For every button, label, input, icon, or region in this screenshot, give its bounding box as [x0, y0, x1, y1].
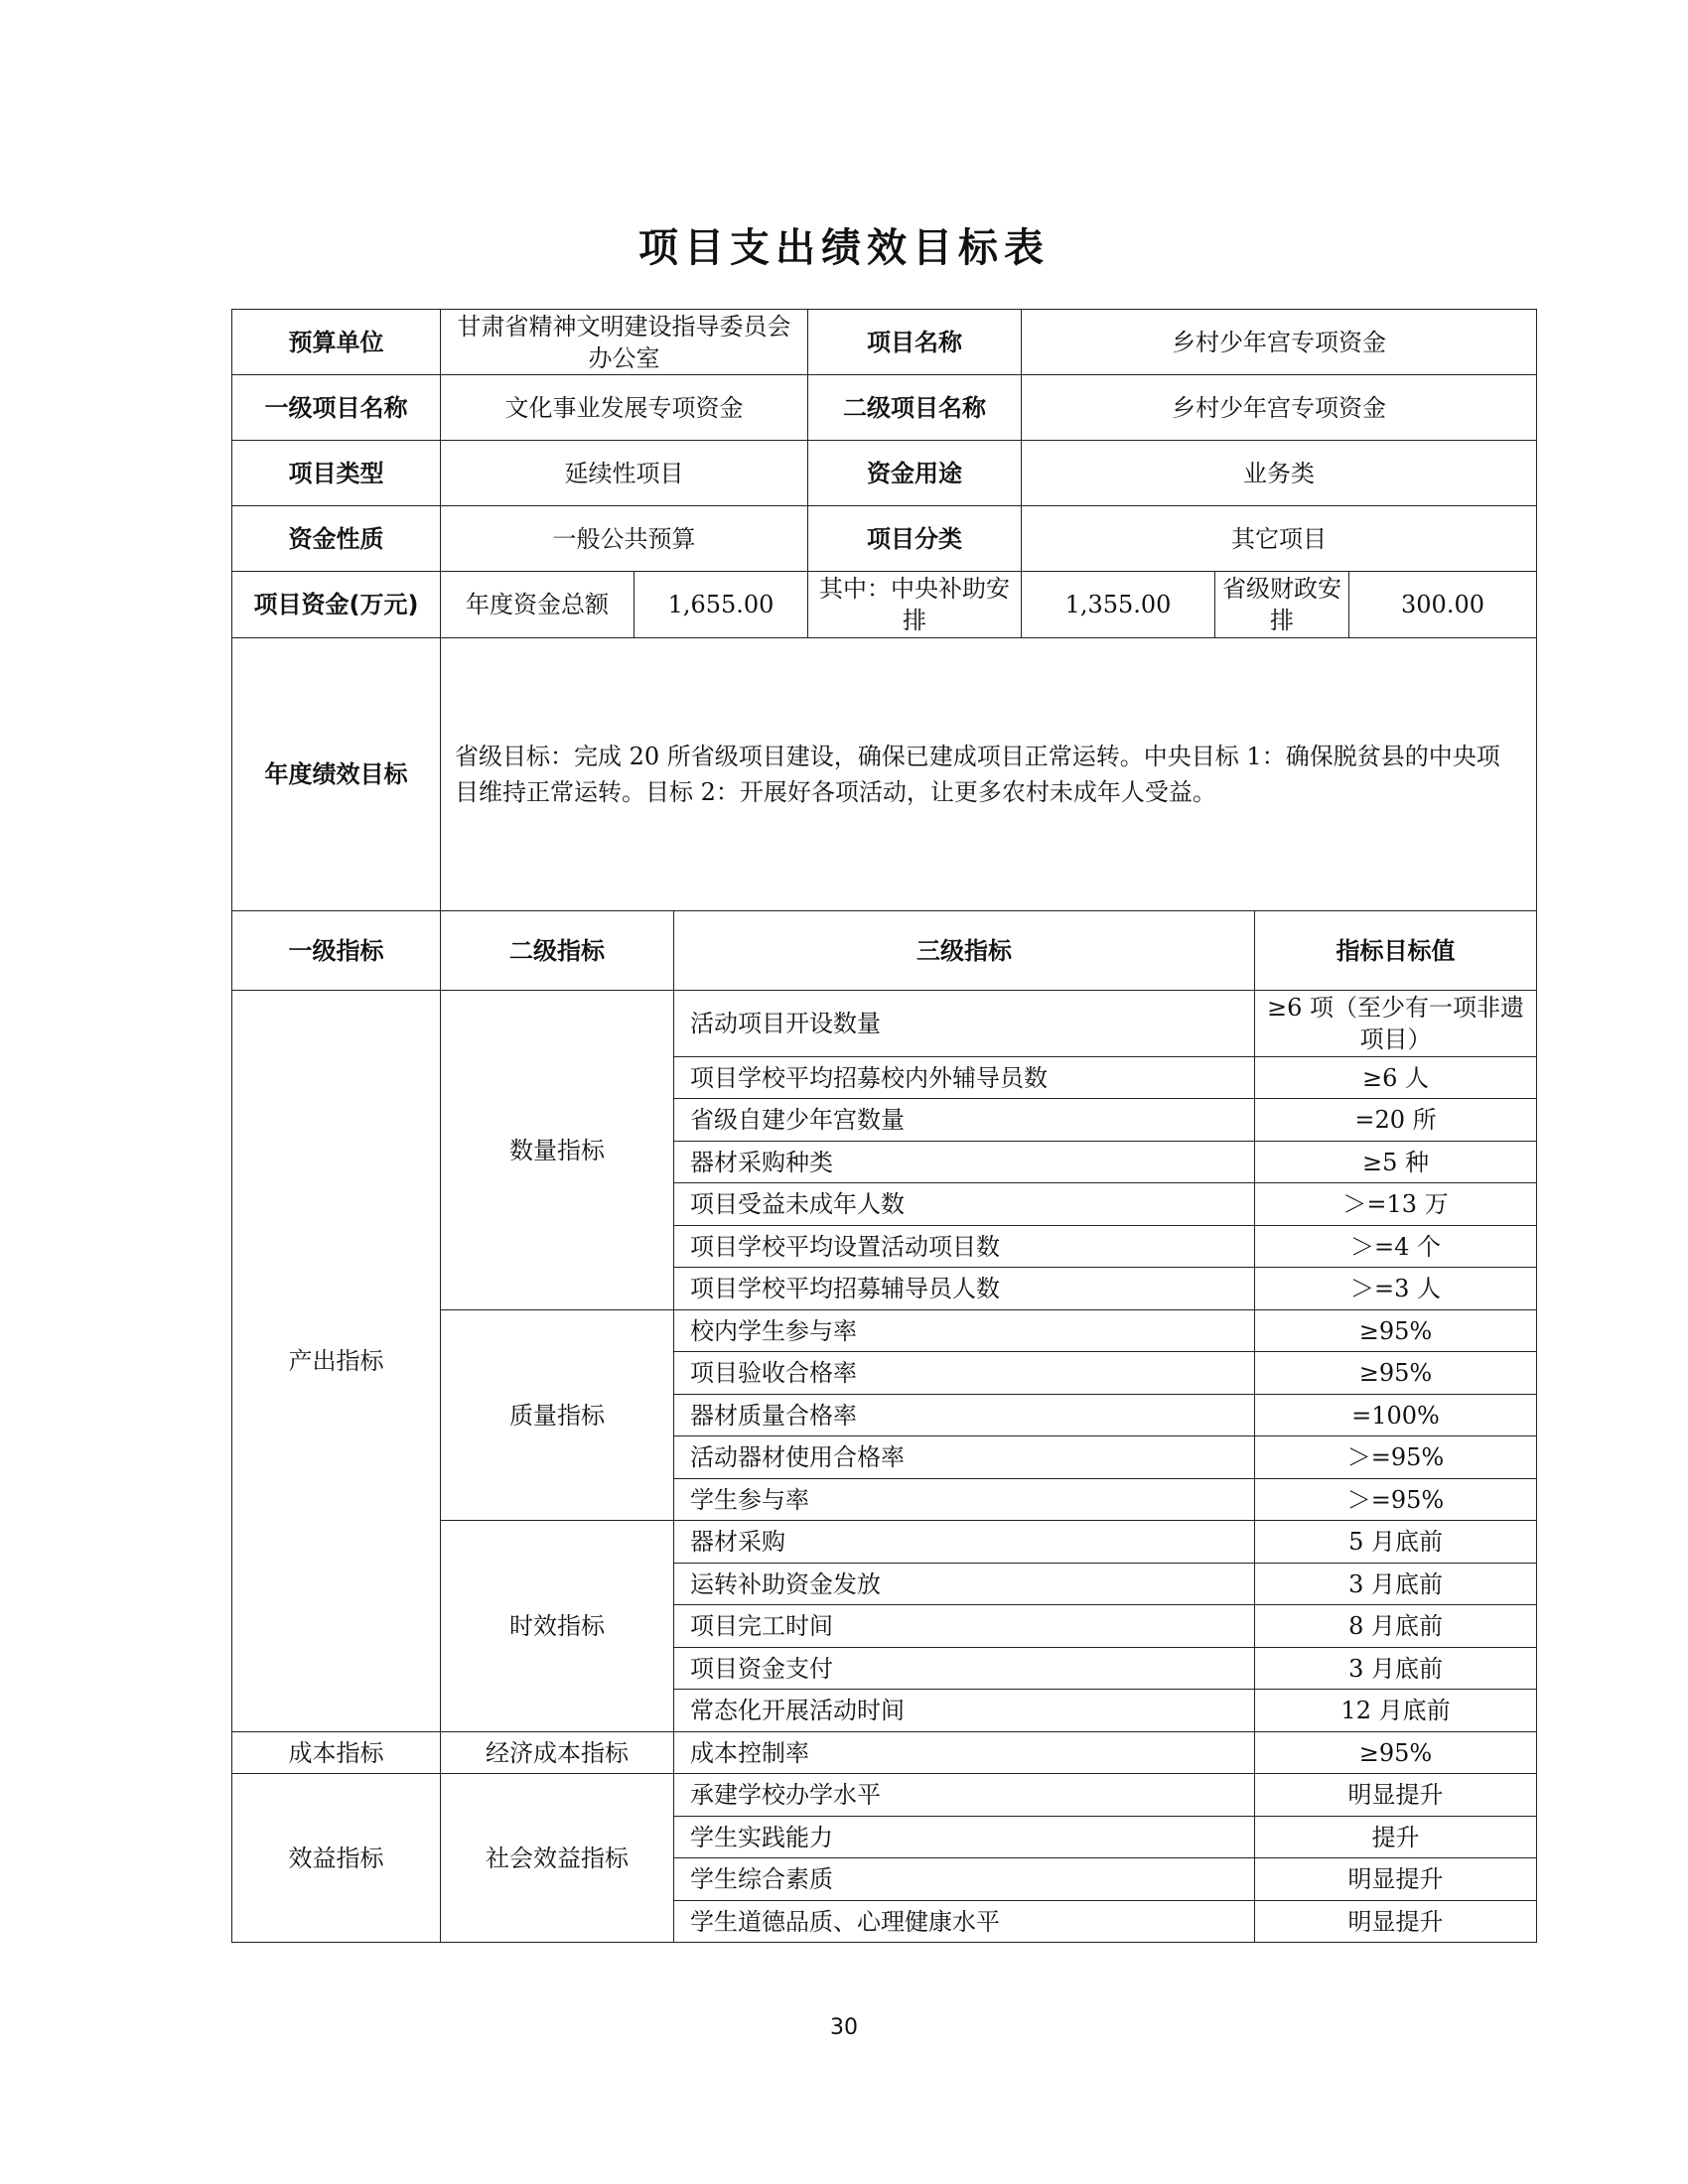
- indicator-value: =100%: [1255, 1395, 1537, 1436]
- fund-nature-value: 一般公共预算: [441, 506, 808, 572]
- central-label: 其中：中央补助安排: [808, 572, 1022, 638]
- project-name-value: 乡村少年宫专项资金: [1022, 310, 1537, 375]
- project-category-value: 其它项目: [1022, 506, 1537, 572]
- indicator-name: 校内学生参与率: [674, 1310, 1255, 1352]
- table-row: [232, 1732, 1537, 1774]
- indicator-value: 提升: [1255, 1817, 1537, 1858]
- group-social-benefit: 社会效益指标: [441, 1774, 674, 1943]
- indicator-value: 3 月底前: [1255, 1648, 1537, 1690]
- indicator-value: ＞=4 个: [1255, 1226, 1537, 1268]
- indicator-name: 项目验收合格率: [674, 1352, 1255, 1395]
- indicator-name: 活动器材使用合格率: [674, 1436, 1255, 1479]
- indicator-name: 运转补助资金发放: [674, 1564, 1255, 1605]
- indicator-value: 5 月底前: [1255, 1521, 1537, 1564]
- level1-name-label: 一级项目名称: [232, 375, 441, 441]
- indicator-table: [231, 637, 1537, 1943]
- indicator-value: ≥6 人: [1255, 1057, 1537, 1099]
- fund-use-value: 业务类: [1022, 441, 1537, 506]
- group-timeliness: 时效指标: [441, 1521, 674, 1732]
- indicator-value: ＞=95%: [1255, 1436, 1537, 1479]
- indicator-name: 器材采购: [674, 1521, 1255, 1564]
- provincial-label: 省级财政安排: [1215, 572, 1349, 638]
- table-row: [232, 991, 1537, 1057]
- central-value: 1,355.00: [1022, 572, 1215, 638]
- group-quantity: 数量指标: [441, 991, 674, 1310]
- budget-unit-value: 甘肃省精神文明建设指导委员会办公室: [441, 310, 808, 375]
- indicator-value: ≥6 项（至少有一项非遗项目）: [1255, 991, 1537, 1057]
- indicator-name: 项目学校平均招募辅导员人数: [674, 1268, 1255, 1310]
- indicator-name: 学生道德品质、心理健康水平: [674, 1901, 1255, 1943]
- target-header: 指标目标值: [1255, 911, 1537, 991]
- level1-name-value: 文化事业发展专项资金: [441, 375, 808, 441]
- table-row: [232, 572, 1537, 638]
- table-row: [232, 310, 1537, 375]
- indicator-value: ＞=13 万: [1255, 1183, 1537, 1226]
- annual-total-value: 1,655.00: [634, 572, 808, 638]
- annual-goal-text: 省级目标：完成 20 所省级项目建设，确保已建成项目正常运转。中央目标 1：确保脱贫县的中央项目维持正常运转。目标 2：开展好各项活动，让更多农村未成年人受益。: [441, 638, 1537, 911]
- fund-use-label: 资金用途: [808, 441, 1022, 506]
- indicator-value: ≥95%: [1255, 1310, 1537, 1352]
- funds-label: 项目资金(万元): [232, 572, 441, 638]
- group-benefit: 效益指标: [232, 1774, 441, 1943]
- indicator-name: 学生综合素质: [674, 1858, 1255, 1901]
- indicator-name: 省级自建少年宫数量: [674, 1099, 1255, 1142]
- indicator-name: 学生参与率: [674, 1479, 1255, 1521]
- indicator-name: 常态化开展活动时间: [674, 1690, 1255, 1732]
- indicator-value: 8 月底前: [1255, 1605, 1537, 1648]
- indicator-name: 项目学校平均招募校内外辅导员数: [674, 1057, 1255, 1099]
- indicator-value: 12 月底前: [1255, 1690, 1537, 1732]
- page-number: 30: [830, 2015, 858, 2040]
- indicator-name: 项目完工时间: [674, 1605, 1255, 1648]
- indicator-name: 项目资金支付: [674, 1648, 1255, 1690]
- level2-name-value: 乡村少年宫专项资金: [1022, 375, 1537, 441]
- table-row: [232, 1774, 1537, 1817]
- group-output: 产出指标: [232, 991, 441, 1732]
- level1-header: 一级指标: [232, 911, 441, 991]
- annual-total-label: 年度资金总额: [441, 572, 634, 638]
- table-row: [232, 506, 1537, 572]
- indicator-name: 项目受益未成年人数: [674, 1183, 1255, 1226]
- indicator-name: 学生实践能力: [674, 1817, 1255, 1858]
- group-quality: 质量指标: [441, 1310, 674, 1521]
- project-type-value: 延续性项目: [441, 441, 808, 506]
- indicator-value: ≥5 种: [1255, 1142, 1537, 1183]
- level2-header: 二级指标: [441, 911, 674, 991]
- project-info-table: [231, 309, 1537, 638]
- group-cost: 成本指标: [232, 1732, 441, 1774]
- project-category-label: 项目分类: [808, 506, 1022, 572]
- indicator-value: ＞=3 人: [1255, 1268, 1537, 1310]
- indicator-value: ≥95%: [1255, 1352, 1537, 1395]
- indicator-value: ＞=95%: [1255, 1479, 1537, 1521]
- indicator-value: 明显提升: [1255, 1774, 1537, 1817]
- level3-header: 三级指标: [674, 911, 1255, 991]
- indicator-value: ≥95%: [1255, 1732, 1537, 1774]
- table-header-row: [232, 911, 1537, 991]
- provincial-value: 300.00: [1349, 572, 1537, 638]
- table-row: [232, 638, 1537, 911]
- indicator-name: 活动项目开设数量: [674, 991, 1255, 1057]
- indicator-name: 器材质量合格率: [674, 1395, 1255, 1436]
- indicator-name: 项目学校平均设置活动项目数: [674, 1226, 1255, 1268]
- indicator-value: 明显提升: [1255, 1858, 1537, 1901]
- table-row: [232, 441, 1537, 506]
- project-type-label: 项目类型: [232, 441, 441, 506]
- indicator-value: =20 所: [1255, 1099, 1537, 1142]
- indicator-value: 3 月底前: [1255, 1564, 1537, 1605]
- indicator-value: 明显提升: [1255, 1901, 1537, 1943]
- group-economic-cost: 经济成本指标: [441, 1732, 674, 1774]
- page-title: 项目支出绩效目标表: [638, 225, 1050, 271]
- project-name-label: 项目名称: [808, 310, 1022, 375]
- fund-nature-label: 资金性质: [232, 506, 441, 572]
- level2-name-label: 二级项目名称: [808, 375, 1022, 441]
- indicator-name: 成本控制率: [674, 1732, 1255, 1774]
- indicator-name: 承建学校办学水平: [674, 1774, 1255, 1817]
- indicator-name: 器材采购种类: [674, 1142, 1255, 1183]
- table-row: [232, 375, 1537, 441]
- budget-unit-label: 预算单位: [232, 310, 441, 375]
- annual-goal-label: 年度绩效目标: [232, 638, 441, 911]
